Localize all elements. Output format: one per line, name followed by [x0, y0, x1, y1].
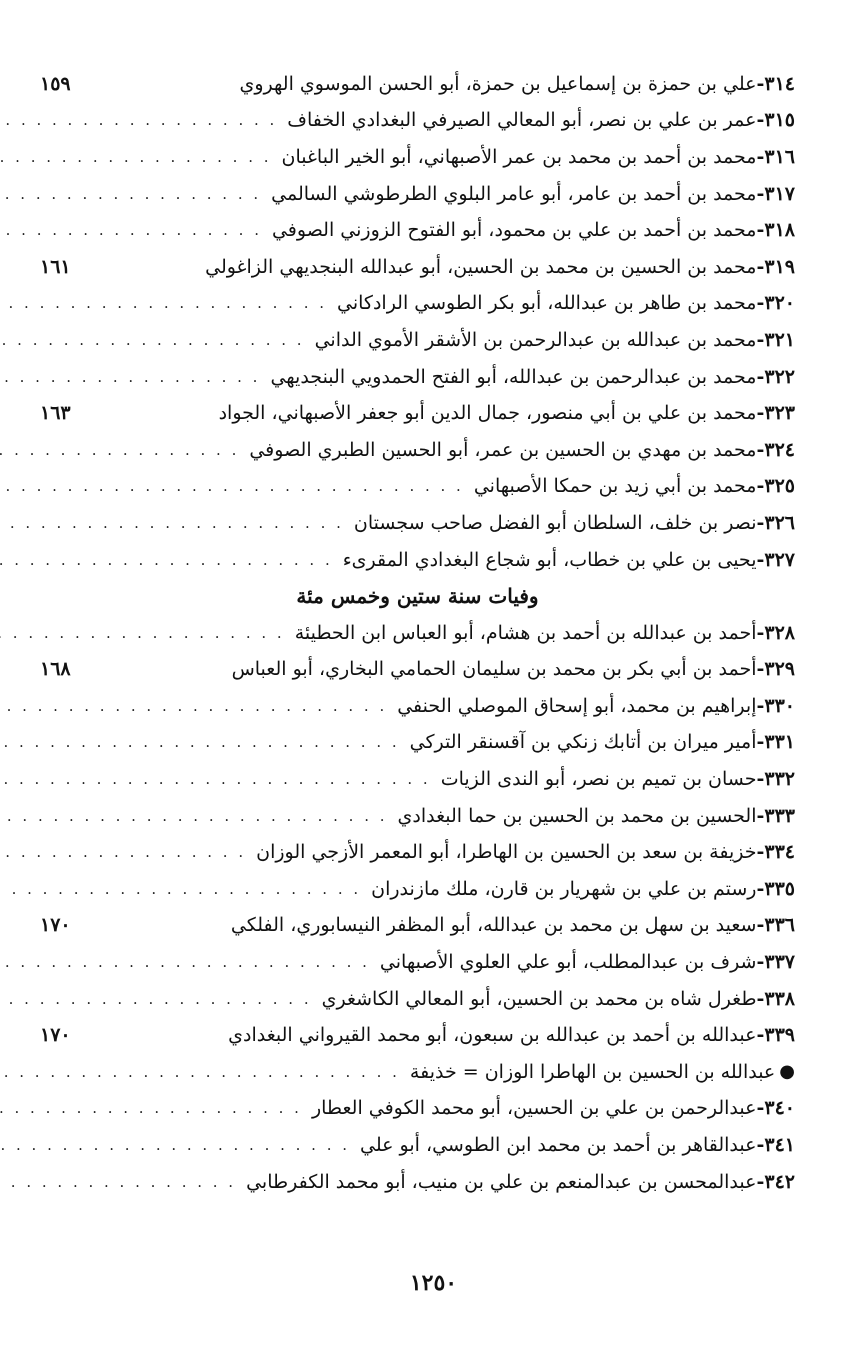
entry-title: خزيفة بن سعد بن الحسين بن الهاطرا، أبو المعمر الأزجي الوزان: [256, 841, 757, 864]
toc-entry-bullet: [40, 1054, 795, 1091]
toc-entry: [40, 652, 795, 689]
toc-entry: [40, 944, 795, 981]
leader-dots: [0, 553, 339, 568]
entry-title: يحيى بن علي بن خطاب، أبو شجاع البغدادي المقرىء: [342, 548, 757, 571]
leader-dots: [0, 626, 291, 641]
entry-number: ٣٣٢-: [756, 768, 795, 791]
entry-title: محمد بن الحسين بن محمد بن الحسين، أبو عبدالله البنجديهي الزاغولي: [205, 255, 757, 278]
entry-number: ٣٣٧-: [756, 951, 795, 974]
entries-group-b: [40, 615, 795, 1054]
toc-entry: [40, 798, 795, 835]
leader-dots: [0, 333, 311, 348]
entry-page-number: ١٥٩: [40, 72, 71, 95]
toc-entry: [40, 66, 795, 103]
entry-number: ٣٢٥-: [756, 475, 795, 498]
toc-entry: [40, 542, 795, 579]
leader-dots: [0, 150, 278, 165]
entry-number: ٣٣٨-: [756, 987, 795, 1010]
entry-title: محمد بن أحمد بن عامر، أبو عامر البلوي الطرطوشي السالمي: [271, 182, 757, 205]
entry-title: الحسين بن محمد بن الحسين بن حما البغدادي: [397, 804, 757, 827]
entry-number: ٣٢٩-: [756, 658, 795, 681]
entry-number: ٣٢٦-: [756, 511, 795, 534]
toc-entry: [40, 1017, 795, 1054]
entry-number: ٣١٩-: [756, 255, 795, 278]
entry-number: ٣٣٥-: [756, 877, 795, 900]
leader-dots: [0, 443, 245, 458]
entry-title: عبدالقاهر بن أحمد بن محمد ابن الطوسي، أبو علي: [360, 1134, 757, 1157]
toc-entry: [40, 615, 795, 652]
entry-number: ٣٢٨-: [756, 621, 795, 644]
entry-title: محمد بن أحمد بن محمد بن عمر الأصبهاني، أبو الخير الباغبان: [281, 145, 757, 168]
entry-number: ٣٣٣-: [756, 804, 795, 827]
toc-entry: [40, 1164, 795, 1201]
entry-number: ٣١٤-: [756, 72, 795, 95]
entry-number: ٣٣٠-: [756, 694, 795, 717]
toc-entry: [40, 395, 795, 432]
leader-dots: [0, 516, 350, 531]
entry-page-number: ١٧٠: [40, 914, 71, 937]
toc-entry: [40, 1127, 795, 1164]
entry-title: أحمد بن عبدالله بن أحمد بن هشام، أبو العباس ابن الحطيئة: [294, 621, 757, 644]
toc-entry: [40, 725, 795, 762]
entry-number: ٣٤٢-: [756, 1170, 795, 1193]
entry-title: محمد بن مهدي بن الحسين بن عمر، أبو الحسين الطبري الصوفي: [249, 438, 757, 461]
entry-number: ٣٣١-: [756, 731, 795, 754]
entry-title: عبدالمحسن بن عبدالمنعم بن علي بن منيب، أبو محمد الكفرطابي: [246, 1170, 757, 1193]
entry-title: أحمد بن أبي بكر بن محمد بن سليمان الحمامي البخاري، أبو العباس: [231, 658, 757, 681]
entry-title: رستم بن علي بن شهريار بن قارن، ملك مازندران: [371, 877, 757, 900]
leader-dots: [0, 1065, 406, 1080]
leader-dots: [0, 1101, 308, 1116]
leader-dots: [0, 1175, 242, 1190]
leader-dots: [0, 1138, 356, 1153]
leader-dots: [0, 113, 283, 128]
leader-dots: [0, 882, 367, 897]
toc-entry: [40, 834, 795, 871]
toc-entry: [40, 249, 795, 286]
entry-number: ٣٢٧-: [756, 548, 795, 571]
leader-dots: [0, 370, 266, 385]
toc-entry: [40, 176, 795, 213]
entries-group-c: [40, 1091, 795, 1201]
toc-entry: [40, 688, 795, 725]
leader-dots: [0, 296, 333, 311]
entry-number: ٣١٧-: [756, 182, 795, 205]
entry-number: ٣٢٢-: [756, 365, 795, 388]
entry-number: ٣٤١-: [756, 1134, 795, 1157]
toc-entry: [40, 981, 795, 1018]
entry-title: عبدالرحمن بن علي بن الحسين، أبو محمد الكوفي العطار: [311, 1097, 757, 1120]
toc-entry: [40, 103, 795, 140]
entry-title: محمد بن طاهر بن عبدالله، أبو بكر الطوسي الرادكاني: [337, 292, 757, 315]
toc-entry: [40, 286, 795, 323]
leader-dots: [0, 735, 406, 750]
toc-entry: [40, 761, 795, 798]
leader-dots: [0, 845, 252, 860]
toc-entry: [40, 212, 795, 249]
entry-number: ٣٢٣-: [756, 402, 795, 425]
toc-entry: [40, 322, 795, 359]
entry-title: عبدالله بن الحسين بن الهاطرا الوزان = خذيفة: [409, 1060, 776, 1083]
entry-page-number: ١٦٣: [40, 402, 71, 425]
leader-dots: [0, 809, 394, 824]
entry-title: أمير ميران بن أتابك زنكي بن آقسنقر التركي: [409, 731, 757, 754]
entry-number: ٣١٨-: [756, 219, 795, 242]
entry-title: نصر بن خلف، السلطان أبو الفضل صاحب سجستان: [353, 511, 757, 534]
leader-dots: [0, 955, 376, 970]
entry-title: سعيد بن سهل بن محمد بن عبدالله، أبو المظفر النيسابوري، الفلكي: [230, 914, 757, 937]
entry-page-number: ١٧٠: [40, 1024, 71, 1047]
entry-title: عبدالله بن أحمد بن عبدالله بن سبعون، أبو محمد القيرواني البغدادي: [228, 1024, 757, 1047]
toc-entry: [40, 469, 795, 506]
entry-page-number: ١٦١: [40, 255, 71, 278]
leader-dots: [0, 699, 393, 714]
entry-number: ٣١٦-: [756, 145, 795, 168]
entry-title: محمد بن عبدالله بن عبدالرحمن بن الأشقر الأموي الداني: [314, 328, 757, 351]
page-number: ١٢٥٠: [409, 1270, 458, 1296]
entry-title: إبراهيم بن محمد، أبو إسحاق الموصلي الحنفي: [397, 694, 757, 717]
bullet-icon: ●: [779, 1061, 795, 1083]
entry-title: حسان بن تميم بن نصر، أبو الندى الزيات: [440, 768, 757, 791]
toc-entry: [40, 1091, 795, 1128]
toc-entry: [40, 908, 795, 945]
entry-number: ٣٣٩-: [756, 1024, 795, 1047]
entry-title: محمد بن أبي زيد بن حمكا الأصبهاني: [473, 475, 757, 498]
leader-dots: [0, 479, 470, 494]
toc-entry: [40, 139, 795, 176]
entry-title: طغرل شاه بن محمد بن الحسين، أبو المعالي الكاشغري: [321, 987, 757, 1010]
entry-title: محمد بن علي بن أبي منصور، جمال الدين أبو جعفر الأصبهاني، الجواد: [218, 402, 757, 425]
entry-number: ٣٣٦-: [756, 914, 795, 937]
entry-title: شرف بن عبدالمطلب، أبو علي العلوي الأصبهاني: [379, 951, 757, 974]
entry-title: علي بن حمزة بن إسماعيل بن حمزة، أبو الحسن الموسوي الهروي: [239, 72, 757, 95]
entry-page-number: ١٦٨: [40, 658, 71, 681]
entry-number: ٣٤٠-: [756, 1097, 795, 1120]
toc-entry: [40, 432, 795, 469]
entry-title: عمر بن علي بن نصر، أبو المعالي الصيرفي البغدادي الخفاف: [287, 109, 757, 132]
entry-number: ٣٢٠-: [756, 292, 795, 315]
entries-group-a: [40, 66, 795, 578]
leader-dots: [0, 223, 268, 238]
leader-dots: [0, 992, 318, 1007]
leader-dots: [0, 772, 437, 787]
entry-title: محمد بن عبدالرحمن بن عبدالله، أبو الفتح الحمدويي البنجديهي: [270, 365, 757, 388]
toc-entry: [40, 505, 795, 542]
toc-entry: [40, 359, 795, 396]
toc-entry: [40, 871, 795, 908]
leader-dots: [0, 187, 267, 202]
entry-number: ٣٢٤-: [756, 438, 795, 461]
entry-number: ٣٣٤-: [756, 841, 795, 864]
entry-title: محمد بن أحمد بن علي بن محمود، أبو الفتوح الزوزني الصوفي: [271, 219, 757, 242]
entry-number: ٣٢١-: [756, 328, 795, 351]
entry-number: ٣١٥-: [756, 109, 795, 132]
table-of-contents: [40, 66, 795, 1200]
section-heading: وفيات سنة ستين وخمس مئة: [296, 584, 539, 609]
